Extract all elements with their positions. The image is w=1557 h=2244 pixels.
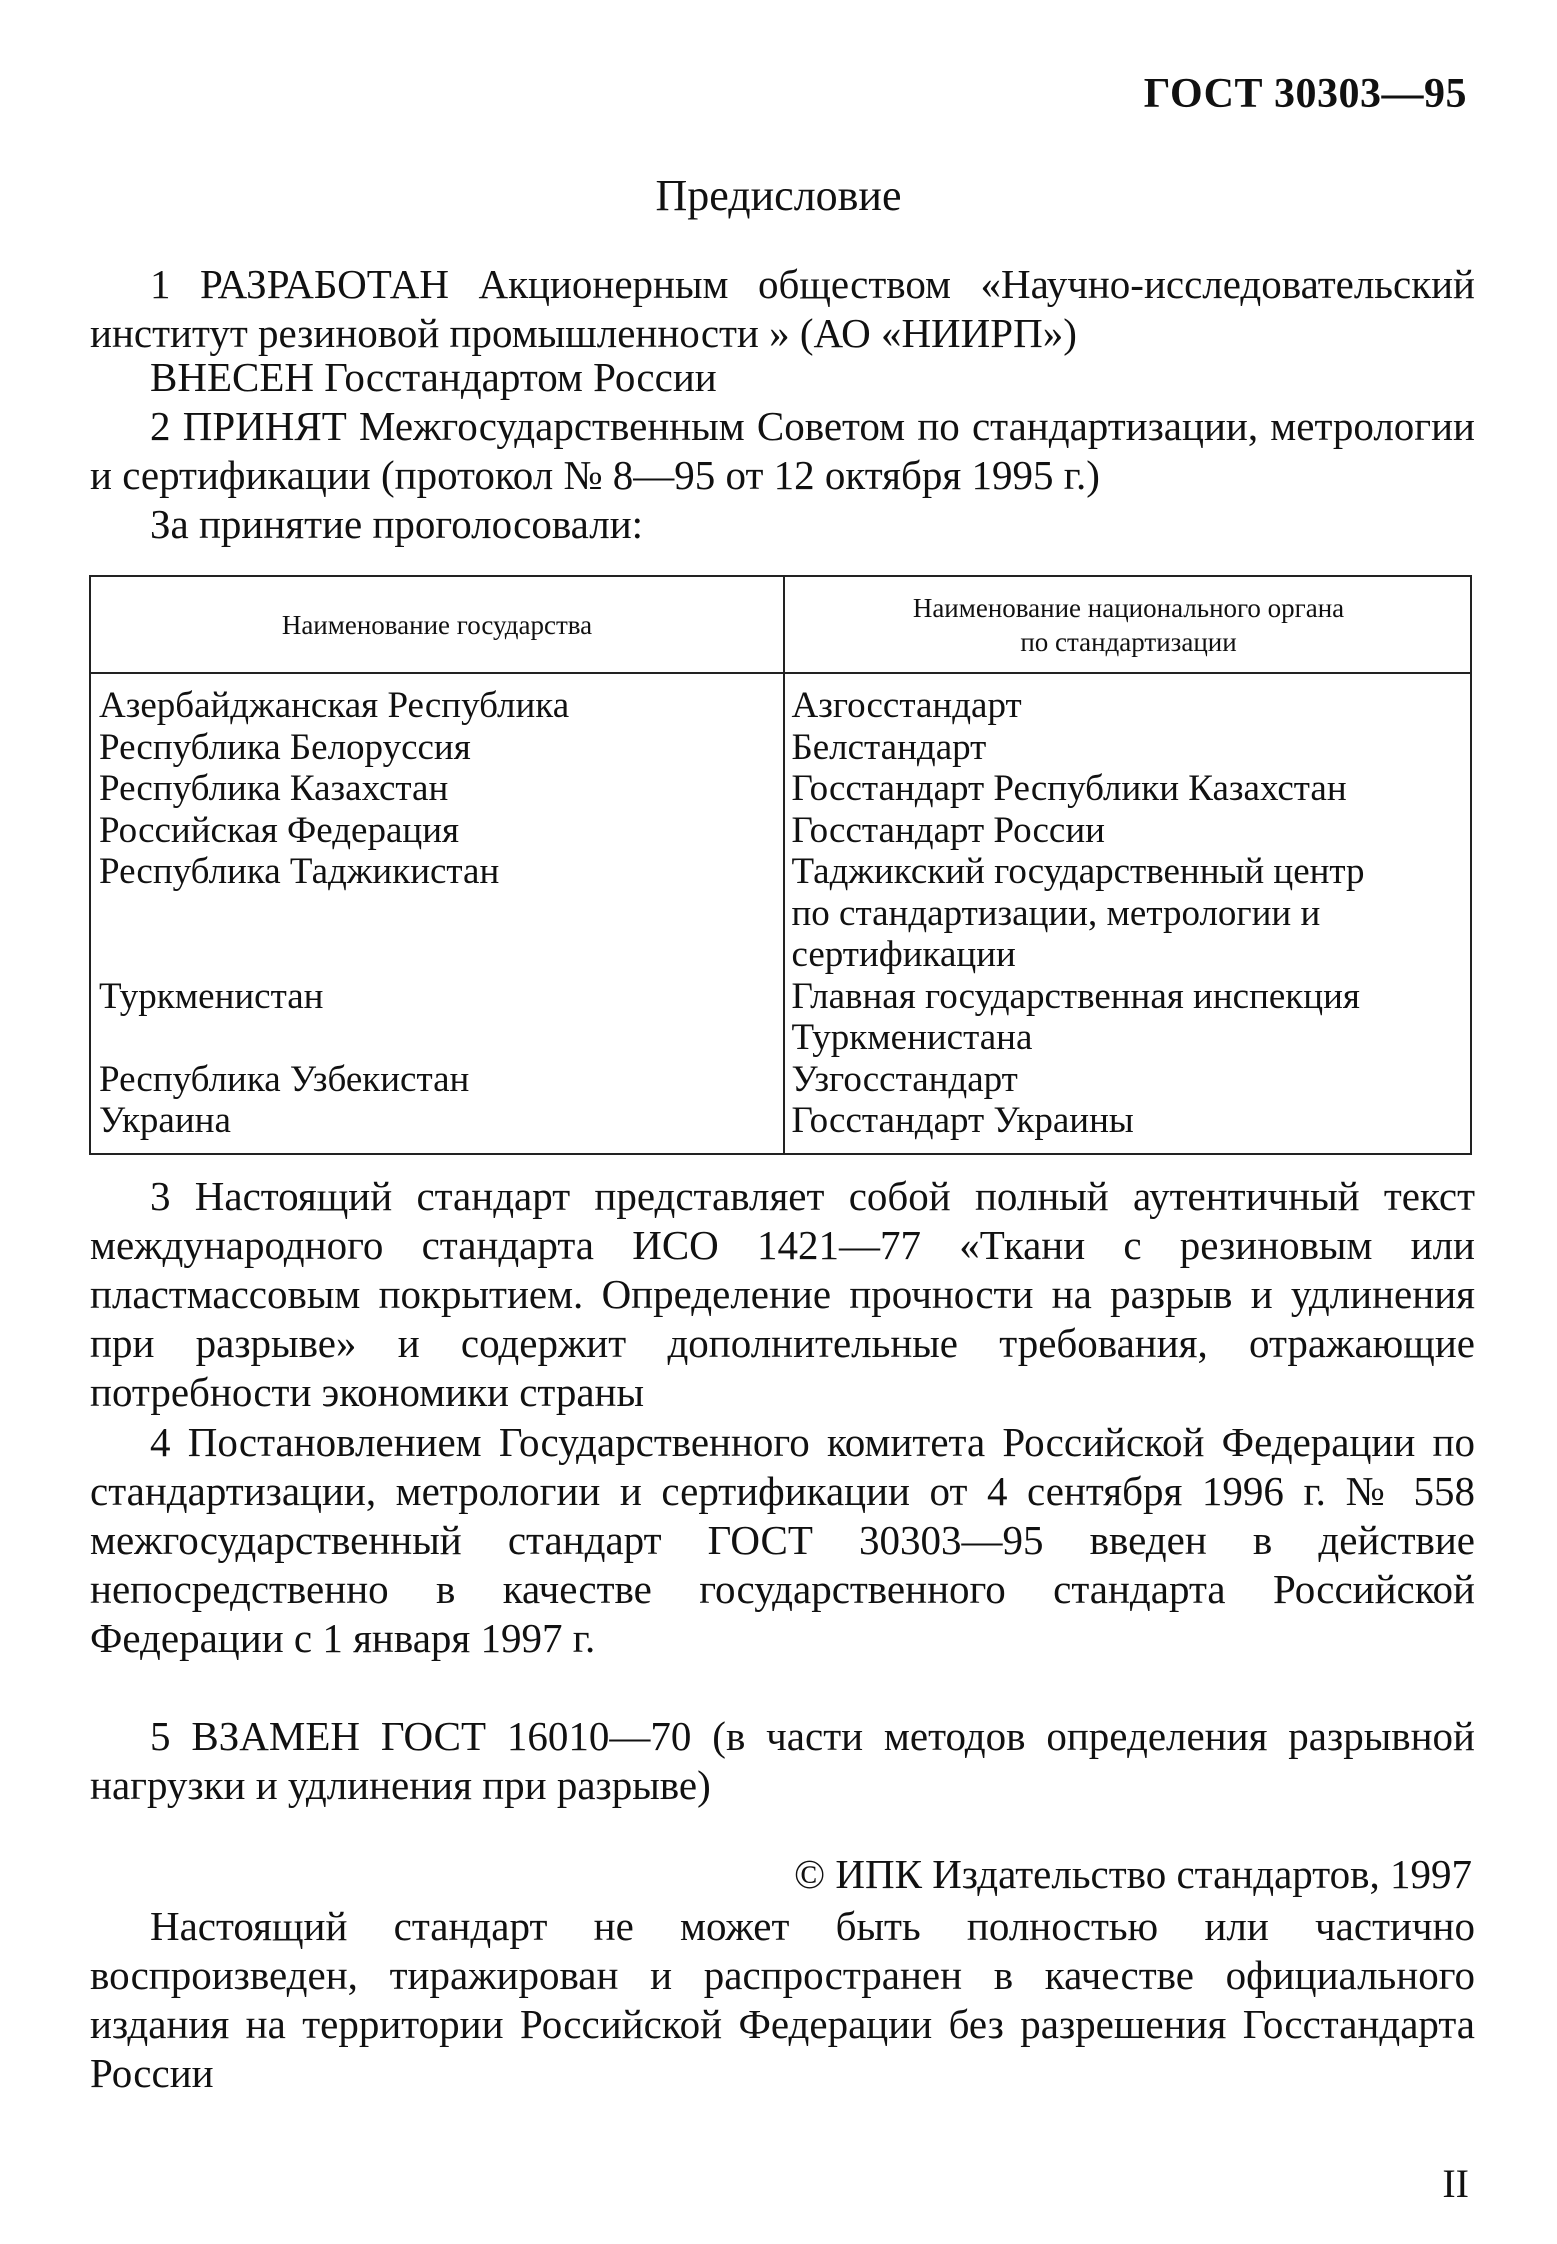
table-cell-state: Украина (99, 1100, 231, 1141)
table-cell-body-line: Азгосстандарт (791, 685, 1022, 726)
table-header-body-line1: Наименование национального органа (912, 592, 1345, 623)
table-cell-body-line: Госстандарт Республики Казахстан (791, 768, 1347, 809)
paragraph-decree: 4 Постановлением Государственного комитета Российской Федерации по стандартизации, метрологии и сертификации от 4 сентября 1996 г. № 558 межгосударственный стандарт ГОСТ 30303—95 введен в действие непосредственно в качестве государственного стандарта Российской Федерации с 1 января 1997 г. (90, 1419, 1475, 1661)
table-cell-body-line: Узгосстандарт (791, 1058, 1018, 1100)
table-cell-body-line: Таджикский государственный центр (791, 851, 1365, 892)
table-row (91, 1059, 1470, 1101)
paragraph-adopted: 2 ПРИНЯТ Межгосударственным Советом по стандартизации, метрологии и сертификации (протокол № 8—95 от 12 октября 1995 г.) (90, 403, 1475, 498)
paragraph-voted: За принятие проголосовали: (150, 501, 644, 547)
table-cell-body (782, 1100, 1471, 1142)
table-row (91, 727, 1470, 769)
table-row (91, 1100, 1470, 1142)
table-cell-body (782, 1059, 1471, 1101)
copyright-line: © ИПК Издательство стандартов, 1997 (793, 1851, 1472, 1897)
table-cell-state: Республика Казахстан (99, 768, 449, 809)
table-cell-body (782, 768, 1471, 810)
table-cell-body-line: Главная государственная инспекция (791, 975, 1360, 1017)
table-cell-body-line: по стандартизации, метрологии и (791, 892, 1321, 934)
table-cell-body (782, 851, 1471, 976)
table-row (91, 810, 1470, 852)
table-cell-state: Республика Узбекистан (99, 1058, 470, 1100)
table-header-body-line2: по стандартизации (1020, 626, 1237, 657)
table-cell-body (782, 685, 1471, 727)
document-id: ГОСТ 30303—95 (1143, 71, 1467, 117)
table-cell-state: Российская Федерация (99, 809, 460, 851)
table-cell-state: Туркменистан (99, 975, 324, 1017)
page-title: Предисловие (655, 171, 902, 220)
table-row (91, 768, 1470, 810)
paragraph-introduced: ВНЕСЕН Госстандартом России (150, 354, 717, 400)
page-number: II (1442, 2161, 1469, 2206)
paragraph-developed: 1 РАЗРАБОТАН Акционерным обществом «Научно-исследовательский институт резиновой промышленности » (АО «НИИРП») (90, 261, 1475, 356)
table-cell-state: Республика Белоруссия (99, 726, 471, 768)
paragraph-authentic: 3 Настоящий стандарт представляет собой полный аутентичный текст международного стандарта ИСО 1421—77 «Ткани с резиновым или пластмассовым покрытием. Определение прочности на разрыв и удлинения при разрыве» и содержит дополнительные требования, отражающие потребности экономики страны (90, 1173, 1475, 1415)
table-cell-body-line: сертификации (791, 934, 1016, 975)
voting-table (89, 575, 1472, 1155)
table-cell-body (782, 810, 1471, 852)
table-cell-body-line: Туркменистана (791, 1017, 1033, 1058)
table-row (91, 851, 1470, 976)
table-cell-state: Азербайджанская Республика (99, 685, 570, 726)
table-row (91, 976, 1470, 1059)
table-divider-horizontal (91, 672, 1470, 674)
table-cell-body-line: Госстандарт России (791, 809, 1105, 851)
table-cell-body-line: Белстандарт (791, 726, 987, 768)
table-cell-body (782, 727, 1471, 769)
table-body (91, 685, 1470, 1142)
paragraph-replaces: 5 ВЗАМЕН ГОСТ 16010—70 (в части методов определения разрывной нагрузки и удлинения при разрыве) (90, 1713, 1475, 1808)
table-cell-body-line: Госстандарт Украины (791, 1100, 1134, 1141)
table-cell-body (782, 976, 1471, 1059)
paragraph-notice: Настоящий стандарт не может быть полностью или частично воспроизведен, тиражирован и распространен в качестве официального издания на территории Российской Федерации без разрешения Госстандарта России (90, 1903, 1475, 2096)
table-cell-state: Республика Таджикистан (99, 851, 500, 892)
table-header-state: Наименование государства (281, 609, 593, 640)
table-row (91, 685, 1470, 727)
table-header-body (785, 577, 1472, 672)
